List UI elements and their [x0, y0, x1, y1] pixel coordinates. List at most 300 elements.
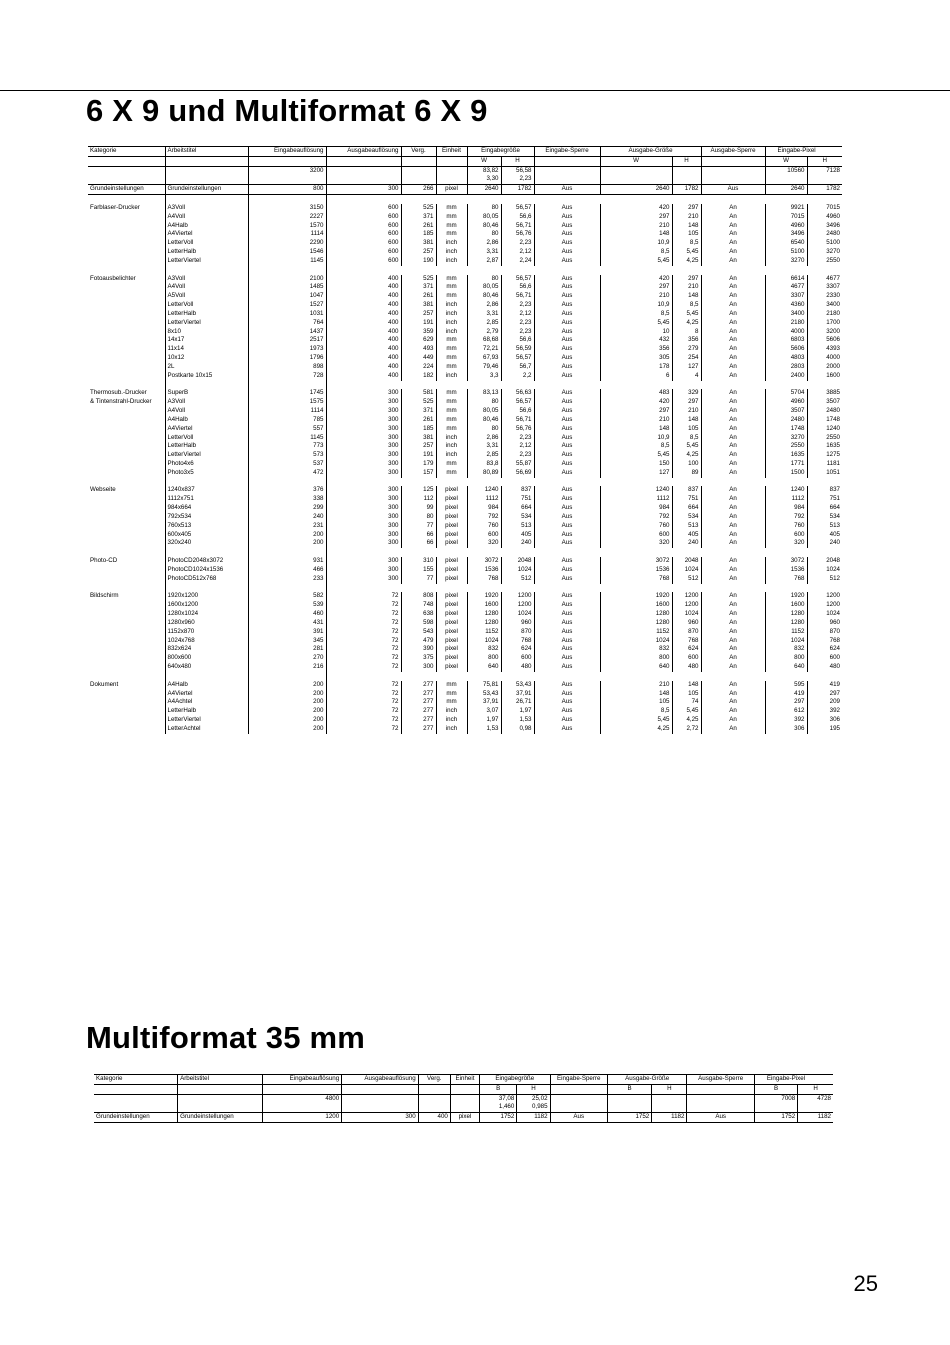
data-cell: An	[701, 575, 765, 584]
data-cell: Aus	[550, 1113, 607, 1123]
gap-cell	[534, 195, 600, 204]
category-cell	[88, 310, 165, 319]
data-cell: 931	[248, 557, 326, 566]
data-cell: 600	[326, 230, 401, 239]
data-cell: 112	[401, 495, 436, 504]
data-cell: 1152	[600, 628, 672, 637]
gap-cell	[701, 672, 765, 681]
data-cell: 37,91	[467, 698, 501, 707]
category-cell	[88, 239, 165, 248]
data-cell: mm	[436, 690, 467, 699]
data-cell: 3,31	[467, 442, 501, 451]
input-cell	[798, 1103, 833, 1112]
data-cell: A4Viertel	[165, 230, 248, 239]
data-cell: 80	[467, 204, 501, 213]
input-cell: 37,08	[480, 1094, 517, 1103]
data-cell: An	[701, 407, 765, 416]
data-cell: 419	[829, 680, 840, 688]
data-cell: 2,23	[501, 319, 534, 328]
data-cell: 8,5	[600, 442, 672, 451]
input-cell	[450, 1094, 479, 1103]
gap-cell	[765, 195, 807, 204]
input-cell	[178, 1094, 263, 1103]
input-cell	[607, 1103, 651, 1112]
data-cell: 300	[326, 575, 401, 584]
data-cell: 79,46	[467, 363, 501, 372]
data-cell: Aus	[534, 442, 600, 451]
data-cell: 3,3	[467, 372, 501, 381]
data-cell: 3150	[248, 204, 326, 213]
data-cell: 400	[326, 301, 401, 310]
data-cell: 300	[326, 469, 401, 478]
input-cell: 4728	[817, 1094, 831, 1102]
data-cell: An	[701, 345, 765, 354]
data-cell: 2,23	[501, 451, 534, 460]
data-cell: 2000	[826, 362, 840, 370]
data-cell: 0,98	[501, 725, 534, 734]
col-header-eingabesperre: Eingabe-Sperre	[534, 147, 600, 157]
data-cell: Aus	[534, 301, 600, 310]
gap-cell	[401, 195, 436, 204]
data-cell: 2227	[248, 213, 326, 222]
gap-cell	[326, 672, 401, 681]
data-cell: 832	[467, 645, 501, 654]
data-cell: 216	[248, 663, 326, 672]
data-cell: A4Viertel	[165, 690, 248, 699]
data-cell: 1114	[248, 407, 326, 416]
input-cell: 10560	[765, 166, 807, 175]
data-cell: 751	[829, 495, 840, 503]
input-row	[88, 175, 842, 184]
data-cell: 1280x960	[165, 619, 248, 628]
data-cell: An	[701, 398, 765, 407]
data-cell: pixel	[436, 663, 467, 672]
gap-cell	[765, 478, 807, 487]
data-cell: Aus	[534, 248, 600, 257]
table-row	[88, 275, 842, 284]
data-cell: 960	[501, 619, 534, 628]
data-cell: 1,97	[501, 707, 534, 716]
data-cell: Aus	[534, 637, 600, 646]
data-cell: 8,5	[600, 310, 672, 319]
data-cell: 1536	[765, 566, 807, 575]
data-cell: Aus	[534, 398, 600, 407]
gap-cell	[467, 478, 501, 487]
data-cell: 257	[401, 248, 436, 257]
sub-header-h2: H	[672, 156, 701, 166]
gap-cell	[600, 548, 672, 557]
data-cell: 320	[600, 539, 672, 548]
data-cell: 5606	[765, 345, 807, 354]
category-cell	[88, 513, 165, 522]
data-cell: 4960	[826, 212, 840, 220]
data-cell: 5,45	[600, 319, 672, 328]
data-cell: 832	[600, 645, 672, 654]
data-cell: 5,45	[672, 442, 701, 451]
data-cell: 984	[765, 504, 807, 513]
data-cell: An	[701, 725, 765, 734]
data-cell: 209	[829, 698, 840, 706]
data-cell: 898	[248, 363, 326, 372]
data-cell: An	[701, 690, 765, 699]
input-cell	[248, 175, 326, 184]
data-cell: 254	[672, 354, 701, 363]
gap-cell	[165, 478, 248, 487]
data-cell: 4,25	[672, 716, 701, 725]
data-cell: 2640	[467, 185, 501, 195]
data-cell: 1752	[607, 1113, 651, 1123]
data-cell: 345	[248, 637, 326, 646]
data-cell: 600	[326, 204, 401, 213]
data-cell: 80,46	[467, 292, 501, 301]
data-cell: 539	[248, 601, 326, 610]
sub-header-h3: H	[798, 1084, 833, 1094]
data-cell: 67,93	[467, 354, 501, 363]
data-cell: Aus	[534, 319, 600, 328]
data-cell: 600	[600, 531, 672, 540]
gap-cell	[88, 381, 165, 390]
data-cell: 449	[401, 354, 436, 363]
gap-cell	[248, 672, 326, 681]
data-cell: 4000	[765, 328, 807, 337]
input-cell: 3200	[248, 166, 326, 175]
data-cell: 72	[326, 707, 401, 716]
data-cell: 808	[401, 592, 436, 601]
input-cell: 83,82	[467, 166, 501, 175]
gap-cell	[401, 548, 436, 557]
data-cell: 56,6	[501, 407, 534, 416]
data-cell: mm	[436, 354, 467, 363]
data-cell: An	[701, 310, 765, 319]
sub-header-cell	[326, 156, 401, 166]
category-cell	[88, 531, 165, 540]
table-row	[88, 601, 842, 610]
data-cell: 105	[600, 698, 672, 707]
data-cell: 56,6	[501, 283, 534, 292]
data-cell: mm	[436, 222, 467, 231]
data-cell: 525	[401, 275, 436, 284]
data-cell: mm	[436, 275, 467, 284]
data-cell: 210	[600, 416, 672, 425]
data-cell: An	[701, 601, 765, 610]
gap-cell	[701, 381, 765, 390]
data-cell: 1546	[248, 248, 326, 257]
data-cell: 4960	[765, 398, 807, 407]
data-cell: 72	[326, 592, 401, 601]
data-cell: 1112	[600, 495, 672, 504]
table-row	[88, 469, 842, 478]
data-cell: 557	[248, 425, 326, 434]
data-cell: Aus	[534, 681, 600, 690]
data-cell: 1635	[765, 451, 807, 460]
data-cell: 210	[600, 292, 672, 301]
data-cell: 300	[326, 531, 401, 540]
data-cell: 80	[467, 398, 501, 407]
data-cell: 582	[248, 592, 326, 601]
data-cell: Aus	[534, 592, 600, 601]
data-cell: 3,07	[467, 707, 501, 716]
data-cell: 72	[326, 637, 401, 646]
data-cell: 56,6	[501, 213, 534, 222]
data-cell: 9921	[765, 204, 807, 213]
data-cell: 2,79	[467, 328, 501, 337]
data-cell: 277	[401, 716, 436, 725]
data-cell: 1527	[248, 301, 326, 310]
data-cell: 375	[401, 654, 436, 663]
input-cell: 2,23	[501, 175, 534, 184]
data-cell: 300	[326, 504, 401, 513]
data-cell: pixel	[436, 486, 467, 495]
sub-header-w2: B	[607, 1084, 651, 1094]
data-cell: 210	[600, 222, 672, 231]
category-cell: Bildschirm	[88, 592, 165, 601]
data-cell: 400	[326, 310, 401, 319]
data-cell: Aus	[534, 451, 600, 460]
gap-cell	[672, 195, 701, 204]
data-cell: 1280	[600, 610, 672, 619]
data-cell: An	[701, 645, 765, 654]
data-cell: 751	[672, 495, 701, 504]
data-cell: 832x624	[165, 645, 248, 654]
data-cell: 72,21	[467, 345, 501, 354]
data-cell: 400	[326, 319, 401, 328]
data-cell: 261	[401, 416, 436, 425]
data-cell: 297	[600, 407, 672, 416]
category-cell	[88, 345, 165, 354]
data-cell: 2,12	[501, 442, 534, 451]
data-cell: An	[701, 425, 765, 434]
data-cell: 2480	[826, 407, 840, 415]
data-cell: 148	[600, 230, 672, 239]
gap-cell	[765, 548, 807, 557]
data-cell: Aus	[534, 619, 600, 628]
data-cell: Aus	[534, 213, 600, 222]
data-cell: 56,57	[501, 275, 534, 284]
data-cell: 1920x1200	[165, 592, 248, 601]
gap-cell	[672, 381, 701, 390]
data-cell: 768	[765, 575, 807, 584]
data-cell: An	[701, 248, 765, 257]
data-cell: 266	[401, 185, 436, 195]
data-cell: 1796	[248, 354, 326, 363]
gap-cell	[436, 381, 467, 390]
gap-cell	[248, 584, 326, 593]
data-cell: 1748	[765, 425, 807, 434]
gap-cell	[436, 548, 467, 557]
data-cell: 837	[829, 486, 840, 494]
data-cell: An	[701, 416, 765, 425]
data-cell: 1051	[826, 468, 840, 476]
data-cell: 764	[248, 319, 326, 328]
data-cell: pixel	[436, 495, 467, 504]
data-cell: Aus	[534, 690, 600, 699]
sub-header-row	[88, 156, 842, 166]
data-cell: 300	[326, 566, 401, 575]
data-cell: 624	[501, 645, 534, 654]
data-cell: 460	[248, 610, 326, 619]
data-cell: An	[701, 707, 765, 716]
input-cell	[262, 1103, 342, 1112]
input-cell	[754, 1103, 797, 1112]
data-cell: 760	[765, 522, 807, 531]
input-cell	[418, 1094, 450, 1103]
data-cell: 525	[401, 204, 436, 213]
sub-header-w2: W	[600, 156, 672, 166]
input-cell: 4800	[262, 1094, 342, 1103]
table-row	[88, 619, 842, 628]
data-cell: 338	[248, 495, 326, 504]
data-cell: inch	[436, 451, 467, 460]
data-cell: pixel	[436, 185, 467, 195]
data-cell: 1200	[826, 601, 840, 609]
data-cell: 1112	[765, 495, 807, 504]
data-cell: 1920	[765, 592, 807, 601]
input-cell	[534, 166, 600, 175]
data-cell: An	[701, 239, 765, 248]
data-cell: 148	[672, 416, 701, 425]
data-cell: 480	[672, 663, 701, 672]
data-cell: 600	[326, 239, 401, 248]
data-cell: 200	[248, 539, 326, 548]
table-row	[88, 566, 842, 575]
data-cell: 2,87	[467, 257, 501, 266]
data-cell: 1745	[248, 389, 326, 398]
data-cell: 405	[829, 530, 840, 538]
input-cell	[600, 175, 672, 184]
data-cell: pixel	[436, 592, 467, 601]
table-row	[88, 681, 842, 690]
data-cell: 155	[401, 566, 436, 575]
data-cell: 56,71	[501, 292, 534, 301]
data-cell: 581	[401, 389, 436, 398]
data-cell: 664	[501, 504, 534, 513]
data-cell: 53,43	[467, 690, 501, 699]
table-row	[88, 328, 842, 337]
data-cell: 4960	[765, 222, 807, 231]
sub-header-cell	[262, 1084, 342, 1094]
data-cell: 1973	[248, 345, 326, 354]
data-cell: mm	[436, 363, 467, 372]
data-cell: 8,5	[600, 248, 672, 257]
data-cell: 3307	[765, 292, 807, 301]
data-cell: Aus	[534, 230, 600, 239]
data-cell: 1700	[826, 318, 840, 326]
data-cell: 8,5	[672, 301, 701, 310]
gap-cell	[807, 266, 842, 275]
data-cell: An	[701, 566, 765, 575]
category-cell	[88, 257, 165, 266]
data-cell: An	[701, 372, 765, 381]
gap-cell	[534, 478, 600, 487]
data-cell: 300	[326, 416, 401, 425]
data-cell: 297	[600, 283, 672, 292]
table-row	[88, 513, 842, 522]
data-cell: 6	[600, 372, 672, 381]
data-cell: An	[701, 363, 765, 372]
data-cell: 231	[248, 522, 326, 531]
data-cell: 80,46	[467, 416, 501, 425]
data-cell: 72	[326, 716, 401, 725]
data-cell: 3072	[765, 557, 807, 566]
data-cell: 4677	[765, 283, 807, 292]
data-cell: 1600	[600, 601, 672, 610]
data-cell: 3,31	[467, 248, 501, 257]
gap-cell	[765, 672, 807, 681]
table-row	[88, 185, 842, 195]
table-row	[88, 451, 842, 460]
sub-header-cell	[401, 156, 436, 166]
data-cell: 600	[326, 213, 401, 222]
data-cell: 400	[326, 292, 401, 301]
data-cell: 2517	[248, 336, 326, 345]
data-cell: 200	[248, 707, 326, 716]
data-cell: 270	[248, 654, 326, 663]
top-rule	[0, 90, 950, 91]
data-cell: Grundeinstellungen	[165, 185, 248, 195]
data-cell: 419	[765, 690, 807, 699]
data-cell: 1182	[798, 1113, 833, 1123]
group-gap	[88, 548, 842, 557]
col-header-arbeitstitel: Arbeitstitel	[165, 147, 248, 157]
sub-header-h1: H	[501, 156, 534, 166]
category-cell	[88, 416, 165, 425]
data-cell: 837	[501, 486, 534, 495]
format-table-35mm	[94, 1074, 833, 1123]
data-cell: LetterHalb	[165, 248, 248, 257]
input-cell	[165, 166, 248, 175]
data-cell: 1200	[262, 1113, 342, 1123]
data-cell: 1280	[467, 619, 501, 628]
data-cell: pixel	[436, 539, 467, 548]
data-cell: Aus	[534, 292, 600, 301]
table-row	[88, 645, 842, 654]
data-cell: Aus	[534, 416, 600, 425]
data-cell: A3Voll	[165, 204, 248, 213]
data-cell: An	[701, 495, 765, 504]
data-cell: 760x513	[165, 522, 248, 531]
data-cell: 984	[600, 504, 672, 513]
data-cell: 3307	[826, 283, 840, 291]
data-cell: 837	[672, 486, 701, 495]
gap-cell	[807, 584, 842, 593]
data-cell: Aus	[534, 539, 600, 548]
gap-cell	[600, 381, 672, 390]
data-cell: 1112x751	[165, 495, 248, 504]
data-cell: 792	[765, 513, 807, 522]
data-cell: 1771	[765, 460, 807, 469]
data-cell: An	[701, 389, 765, 398]
data-cell: Aus	[701, 185, 765, 195]
category-cell	[88, 601, 165, 610]
group-gap	[88, 584, 842, 593]
data-cell: 7015	[826, 203, 840, 211]
data-cell: 3,31	[467, 310, 501, 319]
gap-cell	[534, 584, 600, 593]
gap-cell	[672, 548, 701, 557]
data-cell: Aus	[534, 645, 600, 654]
data-cell: Aus	[534, 522, 600, 531]
data-cell: 600	[672, 654, 701, 663]
data-cell: 371	[401, 283, 436, 292]
data-cell: 1782	[807, 185, 842, 195]
data-cell: 306	[829, 716, 840, 723]
data-cell: 600	[501, 654, 534, 663]
data-cell: 2640	[600, 185, 672, 195]
data-cell: 2330	[826, 292, 840, 300]
data-cell: 760	[600, 522, 672, 531]
data-cell: 748	[401, 601, 436, 610]
data-cell: 1437	[248, 328, 326, 337]
